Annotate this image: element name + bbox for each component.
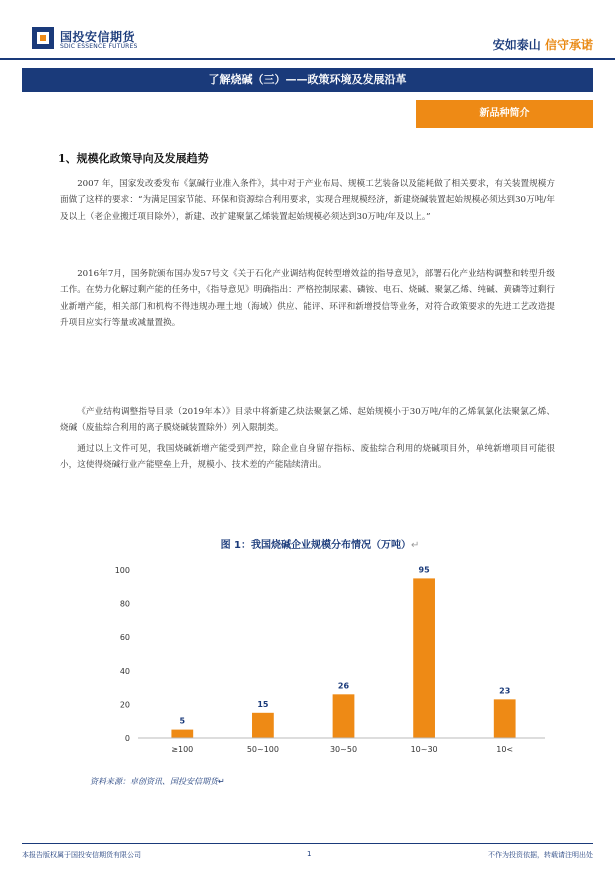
x-tick-label: 10~30 <box>410 745 438 754</box>
y-tick-label: 80 <box>119 599 130 609</box>
chart-title <box>221 538 420 551</box>
bar-≥100 <box>171 730 193 738</box>
bar-value-label: 26 <box>337 681 350 691</box>
company-logo-icon <box>32 27 54 49</box>
chart-title-mark: ↵ <box>411 540 420 551</box>
category-tag: 新品种简介 <box>416 100 593 128</box>
chart-title-text: 图 1：我国烧碱企业规模分布情况（万吨） <box>220 540 412 551</box>
slogan-part2: 信守承诺 <box>544 38 593 52</box>
bar-10~30 <box>413 578 435 738</box>
slogan <box>493 36 593 53</box>
paragraph-1: 2007 年，国家发改委发布《氯碱行业准入条件》，其中对于产业布局、规模工艺装备以及能耗做了相关要求，有关装置规模方面做了这样的要求：“为满足国家节能、环保和资源综合利用要求，实现合理规模经济，新建烧碱装置起始规模必须达到30万吨/年及以上（老企业搬迁项目除外），新建、改扩建聚氯乙烯装置起始规模必须达到30万吨/年及以上。” <box>60 179 555 222</box>
bar-value-label: 23 <box>499 686 511 696</box>
bar-value-label: 5 <box>179 716 186 726</box>
x-tick-label: ≥100 <box>171 745 194 754</box>
paragraph-3: 《产业结构调整指导目录（2019年本）》目录中将新建乙炔法聚氯乙烯、起始规模小于30万吨/年的乙烯氧氯化法聚氯乙烯、烧碱（废盐综合利用的离子膜烧碱装置除外）列入限制类。 <box>60 407 555 434</box>
logo-text: 国投安信期货 <box>60 30 136 44</box>
x-axis <box>138 738 545 754</box>
y-tick-label: 40 <box>119 666 130 676</box>
chart-source: 资料来源：卓创资讯、国投安信期货↵ <box>90 777 225 786</box>
bar-50~100 <box>252 713 274 738</box>
section-heading: 1、规模化政策导向及发展趋势 <box>58 152 209 165</box>
y-tick-label: 100 <box>114 566 130 575</box>
x-tick-label: 50~100 <box>246 745 279 754</box>
page-number: 1 <box>307 850 312 858</box>
y-tick-label: 20 <box>119 700 130 710</box>
x-tick-label: 30~50 <box>329 745 358 754</box>
page-title: 了解烧碱（三）——政策环境及发展沿革 <box>22 68 593 92</box>
header-divider <box>0 58 615 60</box>
logo-subtext: SDIC ESSENCE FUTURES <box>60 43 138 50</box>
paragraph-2: 2016年7月，国务院颁布国办发57号文《关于石化产业调结构促转型增效益的指导意见》，部署石化产业结构调整和转型升级工作。在势力化解过剩产能的任务中，《指导意见》明确指出：严格控制尿素、磷铵、电石、烧碱、聚氯乙烯、纯碱、黄磷等过剩行业新增产能，相关部门和机构不得违规办理土地（海域）供应、能评、环评和新增授信等业务，对符合政策要求的先进工艺改造提升项目应实行等量或减量置换。 <box>60 269 555 328</box>
bar-series <box>171 565 515 738</box>
y-tick-label: 0 <box>124 734 130 743</box>
footer-disclaimer: 不作为投资依据，转载请注明出处 <box>488 851 593 859</box>
paragraph-4: 通过以上文件可见，我国烧碱新增产能受到严控，除企业自身留存指标、废盐综合利用的烧碱项目外，单纯新增项目可能很小，这使得烧碱行业产能壁垒上升，规模小、技术差的产能陆续清出。 <box>60 444 555 471</box>
bar-value-label: 15 <box>257 699 269 709</box>
slogan-part1: 安如泰山 <box>492 38 541 52</box>
scale-distribution-chart <box>90 530 550 790</box>
y-axis <box>115 566 130 743</box>
footer-divider <box>22 843 593 844</box>
bar-value-label: 95 <box>418 565 430 575</box>
footer-copyright: 本报告版权属于国投安信期货有限公司 <box>22 851 141 859</box>
y-tick-label: 60 <box>119 633 130 643</box>
x-tick-label: 10< <box>496 745 514 754</box>
bar-10< <box>494 699 516 738</box>
page-header <box>0 0 615 64</box>
bar-30~50 <box>333 694 355 738</box>
